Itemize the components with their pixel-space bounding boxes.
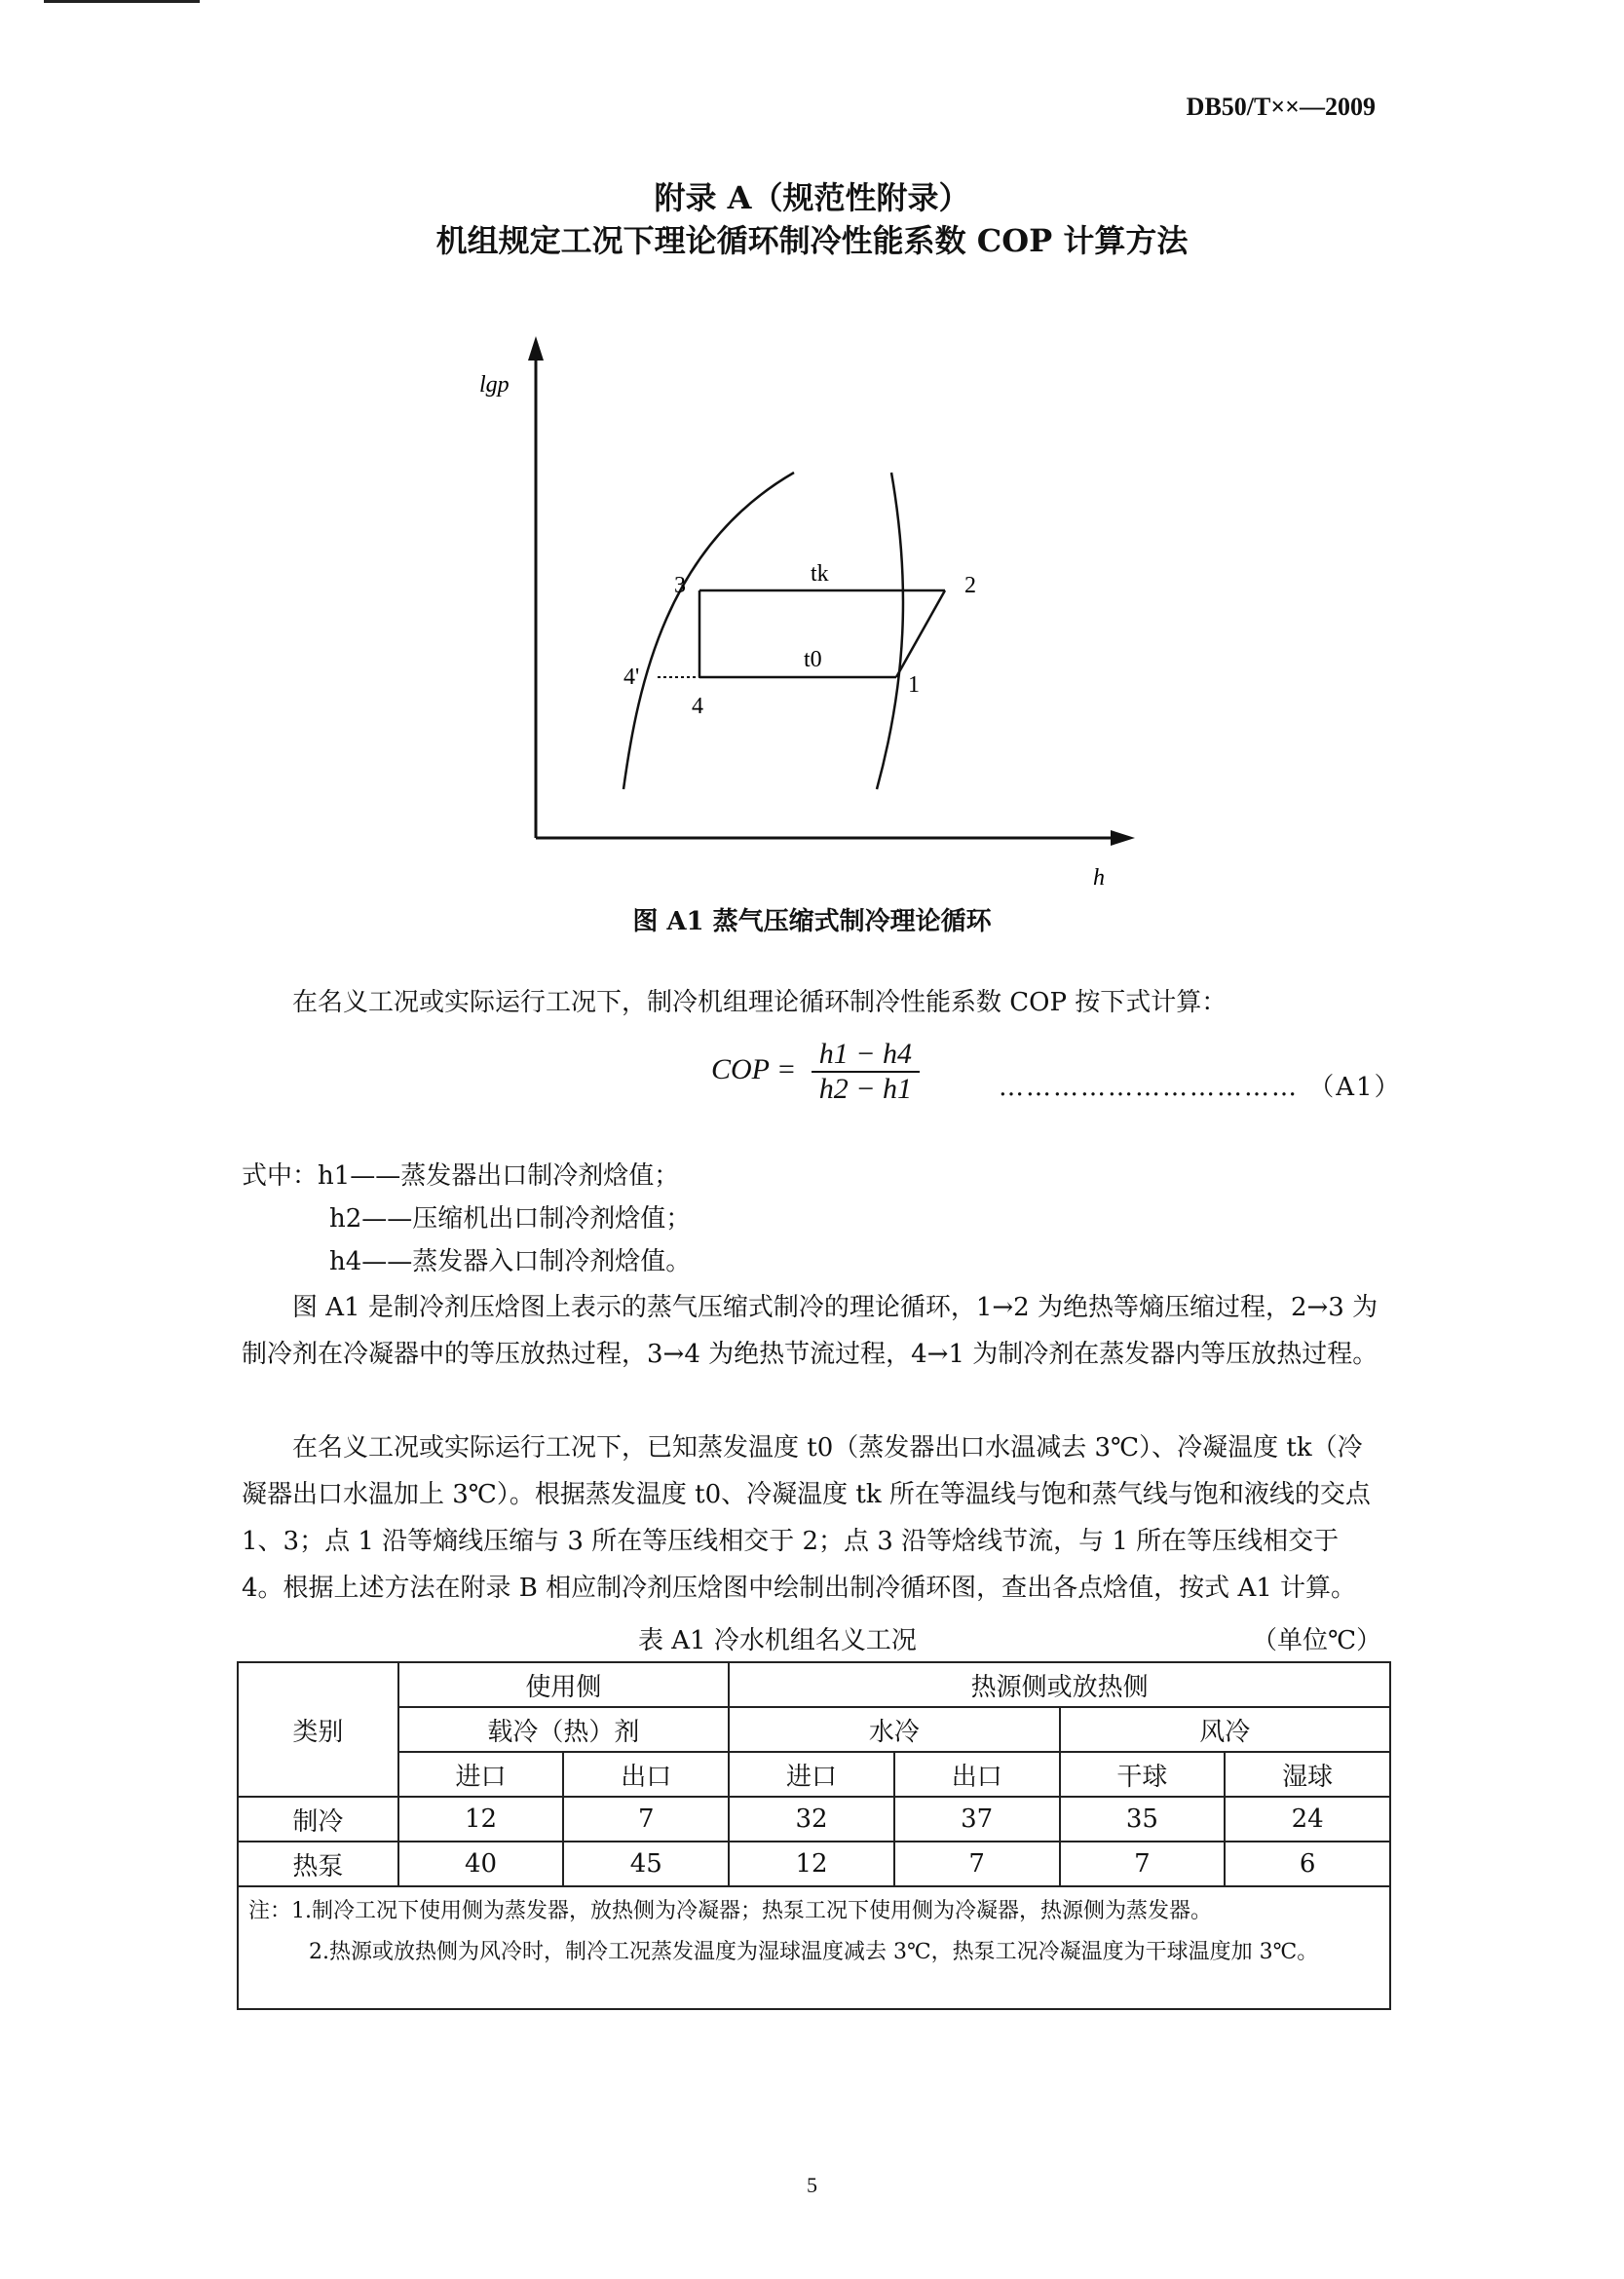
x-axis-label: h bbox=[1093, 865, 1105, 891]
label-point-4-prime: 4' bbox=[623, 665, 640, 690]
formula-tag: （A1） bbox=[1308, 1073, 1402, 1102]
variable-list bbox=[242, 1155, 691, 1283]
method-description: 在名义工况或实际运行工况下，已知蒸发温度 t0（蒸发器出口水温减去 3℃）、冷凝温度 tk（冷凝器出口水温加上 3℃）。根据蒸发温度 t0、冷凝温度 tk 所在等温线与饱和蒸气线与饱和液线的交点 1、3；点 1 沿等熵线压缩与 3 所在等压线相交于 2；点 3 沿等焓线节流，与 1 所在等压线相交于 4。根据上述方法在附录 B 相应制冷剂压焓图中绘制出制冷循环图，查出各点焓值，按式 A1 计算。 bbox=[242, 1433, 1371, 1603]
top-rule bbox=[44, 0, 200, 3]
var-h4: h4——蒸发器入口制冷剂焓值。 bbox=[329, 1247, 692, 1276]
table-cell: 7 bbox=[1060, 1842, 1226, 1886]
table-cell: 24 bbox=[1225, 1797, 1390, 1842]
note-1: 注：1.制冷工况下使用侧为蒸发器，放热侧为冷凝器；热泵工况下使用侧为冷凝器，热源侧为蒸发器。 bbox=[248, 1899, 1212, 1923]
saturated-vapor-line bbox=[877, 473, 903, 789]
var-h2: h2——压缩机出口制冷剂焓值； bbox=[329, 1204, 692, 1234]
cop-formula bbox=[711, 1038, 920, 1106]
table-cell: 12 bbox=[729, 1842, 894, 1886]
sub-header: 干球 bbox=[1060, 1752, 1226, 1797]
var-h1-row bbox=[242, 1155, 691, 1197]
row-label: 热泵 bbox=[238, 1842, 398, 1886]
table-cell: 12 bbox=[398, 1797, 564, 1842]
header-carrier: 载冷（热）剂 bbox=[398, 1707, 729, 1752]
x-axis-arrow bbox=[1111, 830, 1135, 846]
table-cell: 7 bbox=[563, 1797, 729, 1842]
sub-header: 进口 bbox=[398, 1752, 564, 1797]
sub-header: 出口 bbox=[894, 1752, 1060, 1797]
sub-header: 进口 bbox=[729, 1752, 894, 1797]
table-title: 表 A1 冷水机组名义工况 bbox=[638, 1626, 917, 1655]
var-prefix: 式中： bbox=[242, 1161, 319, 1191]
intro-paragraph: 在名义工况或实际运行工况下，制冷机组理论循环制冷性能系数 COP 按下式计算： bbox=[292, 988, 1227, 1017]
formula-leader bbox=[999, 1067, 1402, 1103]
standard-number: DB50/T××—2009 bbox=[1186, 93, 1376, 121]
table-cell: 32 bbox=[729, 1797, 894, 1842]
header-air-cooled: 风冷 bbox=[1060, 1707, 1390, 1752]
table-cell: 45 bbox=[563, 1842, 729, 1886]
formula-numerator: h1 − h4 bbox=[812, 1038, 920, 1073]
appendix-title: 附录 A（规范性附录） bbox=[654, 179, 970, 216]
table-notes bbox=[237, 1883, 1391, 2010]
header-category: 类别 bbox=[238, 1662, 398, 1797]
y-axis-label: lgp bbox=[479, 372, 510, 398]
page-number: 5 bbox=[807, 2173, 817, 2197]
table-cell: 37 bbox=[894, 1797, 1060, 1842]
row-label: 制冷 bbox=[238, 1797, 398, 1842]
sub-header: 湿球 bbox=[1225, 1752, 1390, 1797]
table-cell: 40 bbox=[398, 1842, 564, 1886]
table-unit: （单位℃） bbox=[1252, 1626, 1382, 1655]
table-row bbox=[238, 1842, 1390, 1886]
label-t0: t0 bbox=[804, 647, 822, 672]
header-use-side: 使用侧 bbox=[398, 1662, 729, 1707]
table-cell: 7 bbox=[894, 1842, 1060, 1886]
figure-caption: 图 A1 蒸气压缩式制冷理论循环 bbox=[632, 907, 992, 936]
formula-lhs: COP = bbox=[711, 1052, 797, 1085]
table-cell: 6 bbox=[1225, 1842, 1390, 1886]
y-axis-arrow bbox=[528, 336, 544, 361]
label-point-3: 3 bbox=[674, 573, 686, 598]
formula-denominator: h2 − h1 bbox=[818, 1073, 912, 1105]
note-2: 2.热源或放热侧为风冷时，制冷工况蒸发温度为湿球温度减去 3℃，热泵工况冷凝温度为干球温度加 3℃。 bbox=[309, 1940, 1319, 1964]
formula-fraction bbox=[812, 1038, 920, 1106]
cycle-description: 图 A1 是制冷剂压焓图上表示的蒸气压缩式制冷的理论循环，1→2 为绝热等熵压缩过程，2→3 为制冷剂在冷凝器中的等压放热过程，3→4 为绝热节流过程，4→1 为制冷剂在蒸发器内等压放热过程。 bbox=[242, 1293, 1379, 1369]
formula-dots: …………………………… bbox=[999, 1073, 1299, 1102]
header-heat-side: 热源侧或放热侧 bbox=[729, 1662, 1390, 1707]
label-point-1: 1 bbox=[908, 672, 920, 698]
appendix-subtitle: 机组规定工况下理论循环制冷性能系数 COP 计算方法 bbox=[435, 222, 1189, 259]
label-point-4: 4 bbox=[692, 694, 703, 719]
ph-diagram bbox=[458, 331, 1159, 896]
label-point-2: 2 bbox=[964, 573, 976, 598]
table-cell: 35 bbox=[1060, 1797, 1226, 1842]
sub-header: 出口 bbox=[563, 1752, 729, 1797]
table-row bbox=[238, 1797, 1390, 1842]
var-h1: h1——蒸发器出口制冷剂焓值； bbox=[318, 1161, 680, 1191]
saturated-liquid-line bbox=[623, 473, 794, 789]
header-water-cooled: 水冷 bbox=[729, 1707, 1059, 1752]
label-tk: tk bbox=[811, 561, 829, 587]
conditions-table bbox=[237, 1661, 1391, 1887]
